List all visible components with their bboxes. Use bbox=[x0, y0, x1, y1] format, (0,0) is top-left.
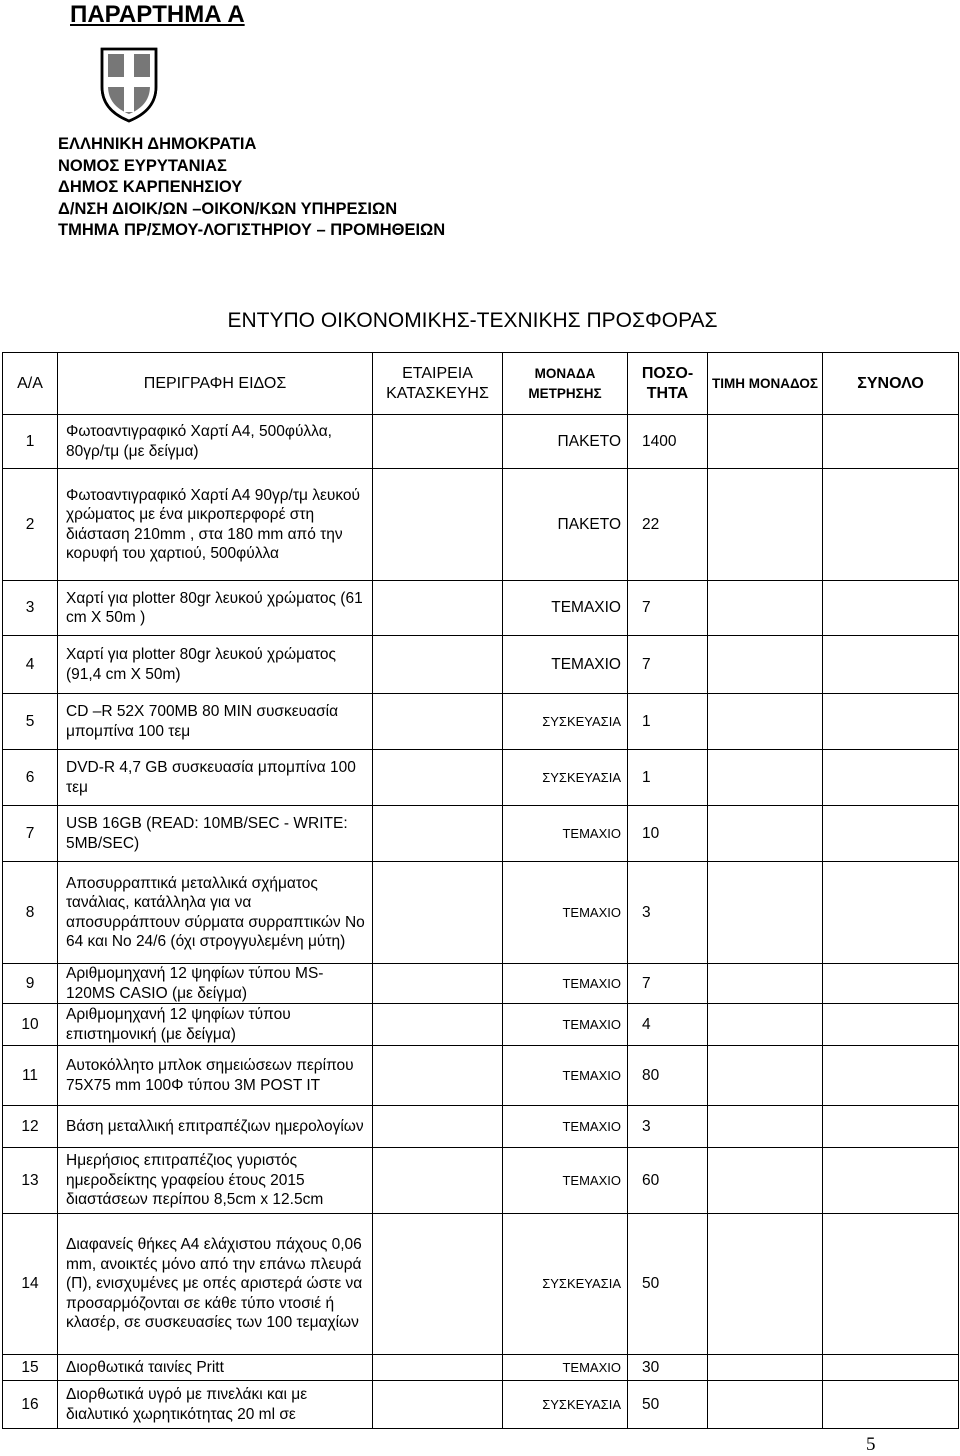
page-number: 5 bbox=[866, 1434, 876, 1455]
table-row bbox=[3, 806, 959, 862]
table-row bbox=[3, 750, 959, 806]
row-unit: ΤΕΜΑΧΙΟ bbox=[503, 806, 628, 862]
col-header-quantity: ΠΟΣΟ-ΤΗΤΑ bbox=[628, 353, 708, 415]
table-row bbox=[3, 469, 959, 581]
row-number: 11 bbox=[3, 1046, 58, 1106]
total-cell[interactable] bbox=[823, 1148, 959, 1214]
row-number: 13 bbox=[3, 1148, 58, 1214]
total-cell[interactable] bbox=[823, 1004, 959, 1046]
row-unit: ΤΕΜΑΧΙΟ bbox=[503, 1355, 628, 1381]
company-cell[interactable] bbox=[373, 1381, 503, 1429]
row-number: 6 bbox=[3, 750, 58, 806]
row-description: DVD-R 4,7 GB συσκευασία μπομπίνα 100 τεμ bbox=[58, 750, 373, 806]
row-description: Χαρτί για plotter 80gr λευκού χρώματος (91,4 cm X 50m) bbox=[58, 636, 373, 694]
row-quantity: 7 bbox=[628, 964, 708, 1004]
col-header-unit-price: ΤΙΜΗ ΜΟΝΑΔΟΣ bbox=[708, 353, 823, 415]
company-cell[interactable] bbox=[373, 636, 503, 694]
authority-line: ΤΜΗΜΑ ΠΡ/ΣΜΟΥ-ΛΟΓΙΣΤΗΡΙΟΥ – ΠΡΟΜΗΘΕΙΩΝ bbox=[58, 221, 446, 240]
total-cell[interactable] bbox=[823, 694, 959, 750]
row-unit: ΤΕΜΑΧΙΟ bbox=[503, 1004, 628, 1046]
row-quantity: 50 bbox=[628, 1214, 708, 1355]
unit-price-cell[interactable] bbox=[708, 862, 823, 964]
row-quantity: 7 bbox=[628, 636, 708, 694]
table-row bbox=[3, 1148, 959, 1214]
row-description: Βάση μεταλλική επιτραπέζιων ημερολογίων bbox=[58, 1106, 373, 1148]
greek-coat-of-arms-icon bbox=[98, 45, 160, 123]
row-quantity: 1 bbox=[628, 694, 708, 750]
table-row bbox=[3, 1355, 959, 1381]
table-row bbox=[3, 964, 959, 1004]
table-row bbox=[3, 415, 959, 469]
authority-line: ΕΛΛΗΝΙΚΗ ΔΗΜΟΚΡΑΤΙΑ bbox=[58, 135, 257, 153]
unit-price-cell[interactable] bbox=[708, 750, 823, 806]
row-description: Διαφανείς θήκες Α4 ελάχιστου πάχους 0,06 mm, ανοικτές μόνο από την επάνω πλευρά (Π), ενισχυμένες με οπές αριστερά ώστε να προσαρμόζονται σε κάθε τύπο ντοσιέ ή κλασέρ, σε συσκευασίες των 100 τεμαχίων bbox=[58, 1214, 373, 1355]
total-cell[interactable] bbox=[823, 415, 959, 469]
table-row bbox=[3, 1106, 959, 1148]
row-unit: ΤΕΜΑΧΙΟ bbox=[503, 1046, 628, 1106]
unit-price-cell[interactable] bbox=[708, 694, 823, 750]
row-quantity: 30 bbox=[628, 1355, 708, 1381]
company-cell[interactable] bbox=[373, 469, 503, 581]
company-cell[interactable] bbox=[373, 862, 503, 964]
row-number: 16 bbox=[3, 1381, 58, 1429]
row-number: 10 bbox=[3, 1004, 58, 1046]
unit-price-cell[interactable] bbox=[708, 1046, 823, 1106]
form-title: ΕΝΤΥΠΟ ΟΙΚΟΝΟΜΙΚΗΣ-ΤΕΧΝΙΚΗΣ ΠΡΟΣΦΟΡΑΣ bbox=[227, 309, 718, 332]
table-row bbox=[3, 1214, 959, 1355]
row-unit: ΤΕΜΑΧΙΟ bbox=[503, 581, 628, 636]
total-cell[interactable] bbox=[823, 636, 959, 694]
row-quantity: 80 bbox=[628, 1046, 708, 1106]
row-unit: ΤΕΜΑΧΙΟ bbox=[503, 1106, 628, 1148]
total-cell[interactable] bbox=[823, 1106, 959, 1148]
row-quantity: 4 bbox=[628, 1004, 708, 1046]
row-number: 12 bbox=[3, 1106, 58, 1148]
row-description: Αυτοκόλλητο μπλοκ σημειώσεων περίπου 75Χ75 mm 100Φ τύπου 3M POST IT bbox=[58, 1046, 373, 1106]
company-cell[interactable] bbox=[373, 1106, 503, 1148]
authority-line: ΔΗΜΟΣ ΚΑΡΠΕΝΗΣΙΟΥ bbox=[58, 178, 243, 197]
table-row bbox=[3, 1004, 959, 1046]
row-number: 4 bbox=[3, 636, 58, 694]
row-number: 2 bbox=[3, 469, 58, 581]
total-cell[interactable] bbox=[823, 806, 959, 862]
unit-price-cell[interactable] bbox=[708, 1381, 823, 1429]
row-quantity: 1 bbox=[628, 750, 708, 806]
row-description: Ημερήσιος επιτραπέζιος γυριστός ημεροδείκτης γραφείου έτους 2015 διαστάσεων περίπου 8,5cm x 12.5cm bbox=[58, 1148, 373, 1214]
table-row bbox=[3, 694, 959, 750]
row-description: Αριθμομηχανή 12 ψηφίων τύπου επιστημονική (με δείγμα) bbox=[58, 1004, 373, 1046]
row-unit: ΣΥΣΚΕΥΑΣΙΑ bbox=[503, 694, 628, 750]
row-quantity: 3 bbox=[628, 862, 708, 964]
row-unit: ΤΕΜΑΧΙΟ bbox=[503, 862, 628, 964]
unit-price-cell[interactable] bbox=[708, 964, 823, 1004]
row-number: 7 bbox=[3, 806, 58, 862]
col-header-aa: Α/Α bbox=[3, 353, 58, 415]
row-description: Φωτοαντιγραφικό Χαρτί Α4, 500φύλλα, 80γρ/τμ (με δείγμα) bbox=[58, 415, 373, 469]
table-row bbox=[3, 862, 959, 964]
unit-price-cell[interactable] bbox=[708, 806, 823, 862]
row-quantity: 22 bbox=[628, 469, 708, 581]
table-header-row bbox=[3, 353, 959, 415]
company-cell[interactable] bbox=[373, 415, 503, 469]
unit-price-cell[interactable] bbox=[708, 1004, 823, 1046]
unit-price-cell[interactable] bbox=[708, 1214, 823, 1355]
table-row bbox=[3, 1381, 959, 1429]
row-description: CD –R 52X 700MB 80 MIN συσκευασία μπομπίνα 100 τεμ bbox=[58, 694, 373, 750]
row-quantity: 10 bbox=[628, 806, 708, 862]
unit-price-cell[interactable] bbox=[708, 581, 823, 636]
row-quantity: 7 bbox=[628, 581, 708, 636]
col-header-description: ΠΕΡΙΓΡΑΦΗ ΕΙΔΟΣ bbox=[58, 353, 373, 415]
row-number: 14 bbox=[3, 1214, 58, 1355]
total-cell[interactable] bbox=[823, 750, 959, 806]
unit-price-cell[interactable] bbox=[708, 1355, 823, 1381]
company-cell[interactable] bbox=[373, 1214, 503, 1355]
company-cell[interactable] bbox=[373, 806, 503, 862]
company-cell[interactable] bbox=[373, 1004, 503, 1046]
col-header-total: ΣΥΝΟΛΟ bbox=[823, 353, 959, 415]
row-description: Φωτοαντιγραφικό Χαρτί Α4 90γρ/τμ λευκού χρώματος με ένα μικροπερφορέ στη διάσταση 210mm , στα 180 mm από την κορυφή του χαρτιού, 500φύλλα bbox=[58, 469, 373, 581]
row-number: 8 bbox=[3, 862, 58, 964]
company-cell[interactable] bbox=[373, 1046, 503, 1106]
total-cell[interactable] bbox=[823, 1214, 959, 1355]
total-cell[interactable] bbox=[823, 469, 959, 581]
row-description: Διορθωτικά ταινίες Pritt bbox=[58, 1355, 373, 1381]
row-number: 1 bbox=[3, 415, 58, 469]
row-unit: ΠΑΚΕΤΟ bbox=[503, 469, 628, 581]
table-row bbox=[3, 636, 959, 694]
page-title: ΠΑΡΑΡΤΗΜΑ Α bbox=[70, 1, 245, 28]
total-cell[interactable] bbox=[823, 1355, 959, 1381]
offer-table bbox=[2, 352, 959, 1429]
total-cell[interactable] bbox=[823, 862, 959, 964]
issuing-authority bbox=[58, 134, 445, 242]
company-cell[interactable] bbox=[373, 1148, 503, 1214]
row-quantity: 50 bbox=[628, 1381, 708, 1429]
row-unit: ΣΥΣΚΕΥΑΣΙΑ bbox=[503, 1214, 628, 1355]
table-row bbox=[3, 1046, 959, 1106]
row-unit: ΠΑΚΕΤΟ bbox=[503, 415, 628, 469]
company-cell[interactable] bbox=[373, 694, 503, 750]
row-description: Χαρτί για plotter 80gr λευκού χρώματος (61 cm X 50m ) bbox=[58, 581, 373, 636]
row-number: 15 bbox=[3, 1355, 58, 1381]
row-quantity: 1400 bbox=[628, 415, 708, 469]
row-number: 5 bbox=[3, 694, 58, 750]
unit-price-cell[interactable] bbox=[708, 415, 823, 469]
row-unit: ΣΥΣΚΕΥΑΣΙΑ bbox=[503, 1381, 628, 1429]
unit-price-cell[interactable] bbox=[708, 1106, 823, 1148]
company-cell[interactable] bbox=[373, 581, 503, 636]
unit-price-cell[interactable] bbox=[708, 1148, 823, 1214]
unit-price-cell[interactable] bbox=[708, 636, 823, 694]
row-unit: ΣΥΣΚΕΥΑΣΙΑ bbox=[503, 750, 628, 806]
row-description: USB 16GB (READ: 10MB/SEC - WRITE: 5MB/SEC) bbox=[58, 806, 373, 862]
row-unit: ΤΕΜΑΧΙΟ bbox=[503, 964, 628, 1004]
row-quantity: 60 bbox=[628, 1148, 708, 1214]
company-cell[interactable] bbox=[373, 964, 503, 1004]
total-cell[interactable] bbox=[823, 1046, 959, 1106]
row-number: 3 bbox=[3, 581, 58, 636]
row-unit: ΤΕΜΑΧΙΟ bbox=[503, 1148, 628, 1214]
col-header-unit: ΜΟΝΑΔΑ ΜΕΤΡΗΣΗΣ bbox=[503, 353, 628, 415]
table-row bbox=[3, 581, 959, 636]
row-unit: ΤΕΜΑΧΙΟ bbox=[503, 636, 628, 694]
row-description: Αριθμομηχανή 12 ψηφίων τύπου MS-120MS CASIO (με δείγμα) bbox=[58, 964, 373, 1004]
row-description: Διορθωτικά υγρό με πινελάκι και με διαλυτικό χωρητικότητας 20 ml σε bbox=[58, 1381, 373, 1429]
authority-line: Δ/ΝΣΗ ΔΙΟΙΚ/ΩΝ –ΟΙΚΟΝ/ΚΩΝ ΥΠΗΡΕΣΙΩΝ bbox=[58, 199, 398, 218]
row-description: Αποσυρραπτικά μεταλλικά σχήματος τανάλιας, κατάλληλα για να αποσυρράπτουν σύρματα συρραπτικών Νο 64 και Νο 24/6 (όχι στρογγυλεμένη μύτη) bbox=[58, 862, 373, 964]
unit-price-cell[interactable] bbox=[708, 469, 823, 581]
total-cell[interactable] bbox=[823, 1381, 959, 1429]
total-cell[interactable] bbox=[823, 581, 959, 636]
company-cell[interactable] bbox=[373, 1355, 503, 1381]
company-cell[interactable] bbox=[373, 750, 503, 806]
col-header-company: ΕΤΑΙΡΕΙΑ ΚΑΤΑΣΚΕΥΗΣ bbox=[373, 353, 503, 415]
authority-line: ΝΟΜΟΣ ΕΥΡΥΤΑΝΙΑΣ bbox=[58, 156, 227, 175]
row-quantity: 3 bbox=[628, 1106, 708, 1148]
total-cell[interactable] bbox=[823, 964, 959, 1004]
row-number: 9 bbox=[3, 964, 58, 1004]
